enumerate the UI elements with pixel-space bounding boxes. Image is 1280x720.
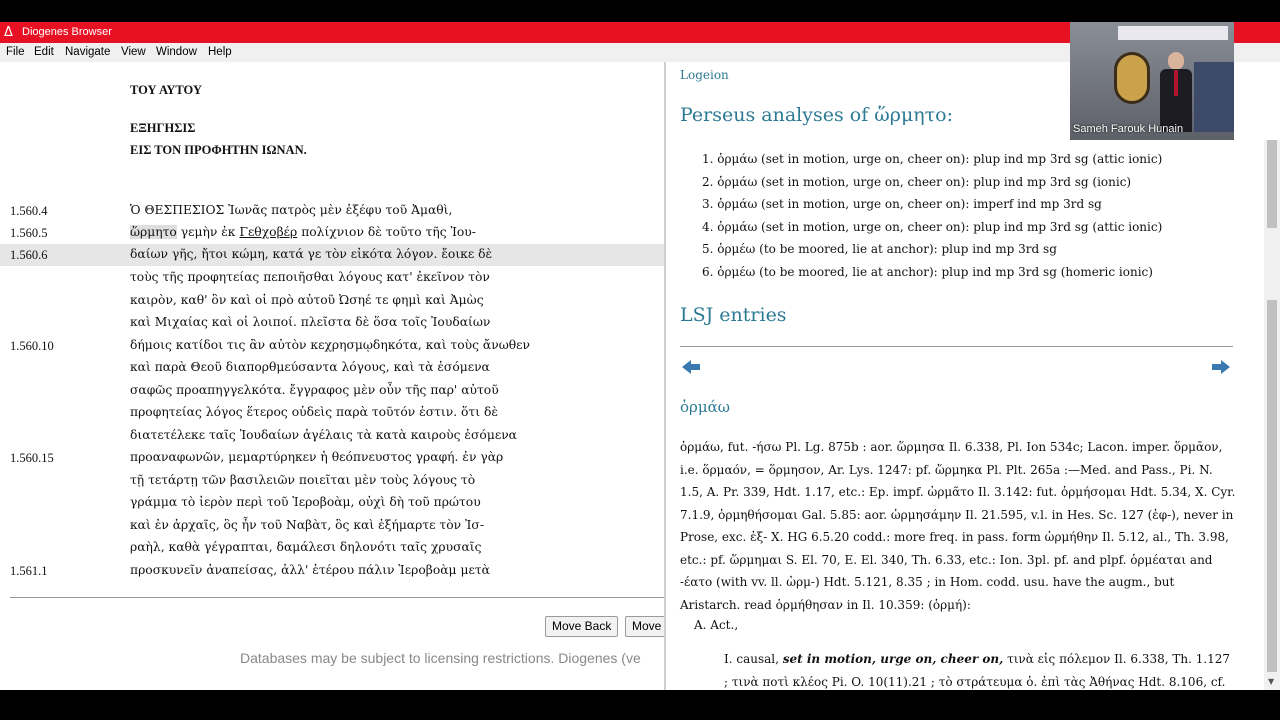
text-line [0, 402, 664, 424]
work-heading: ΕΞΗΓΗΣΙΣ [130, 121, 196, 135]
move-back-button[interactable]: Move Back [545, 616, 618, 637]
window-title: Diogenes Browser [22, 26, 112, 38]
text-line [0, 537, 664, 559]
line-text-mid: γεμὴν ἐκ [176, 225, 240, 239]
analysis-item[interactable]: 3. ὁρμάω (set in motion, urge on, cheer on): imperf ind mp 3rd sg [702, 197, 1102, 211]
line-ref: 1.561.1 [10, 564, 48, 578]
line-ref: 1.560.10 [10, 339, 54, 353]
sense-1-prefix: I. causal, [724, 652, 783, 666]
line-text [130, 225, 476, 239]
line-ref: 1.560.15 [10, 451, 54, 465]
seal-emblem [1114, 52, 1150, 104]
speaker-figure [1160, 52, 1192, 132]
menu-file[interactable]: File [6, 46, 25, 58]
analysis-item[interactable]: 2. ὁρμάω (set in motion, urge on, cheer on): plup ind mp 3rd sg (ionic) [702, 175, 1132, 189]
line-text: προαναφωνῶν, μεμαρτύρηκεν ἡ θεόπνευστος γραφή. ἐν γὰρ [130, 450, 504, 464]
bookshelf [1194, 62, 1234, 132]
text-line [0, 335, 664, 357]
menu-window[interactable]: Window [156, 46, 197, 58]
menu-edit[interactable]: Edit [34, 46, 54, 58]
scroll-down-icon[interactable]: ▼ [1268, 677, 1275, 686]
line-text: προφητείας λόγος ἕτερος οὐδεὶς παρὰ τοῦτόν ἐστιν. ὅτι δὲ [130, 405, 498, 419]
menu-navigate[interactable]: Navigate [65, 46, 111, 58]
menu-help[interactable]: Help [208, 46, 232, 58]
logeion-link[interactable]: Logeion [680, 68, 729, 82]
lexicon-scrollbar[interactable] [1264, 140, 1280, 690]
next-arrow-icon[interactable] [1212, 360, 1230, 374]
speaker-head [1168, 52, 1184, 70]
line-text: δήμοις κατίδοι τις ἂν αὐτὸν κεχρησμῳδηκότα, καὶ τοὺς ἄνωθεν [130, 338, 530, 352]
participant-name: Sameh Farouk Hunain [1073, 123, 1184, 135]
divider-line [10, 597, 664, 598]
text-line [0, 312, 664, 334]
line-text: διατετέλεκε ταῖς Ἰουδαίων ἀγέλαις τὰ κατὰ καιροὺς ἐσόμενα [130, 428, 517, 442]
licence-notice: Databases may be subject to licensing restrictions. Diogenes (ve [240, 650, 641, 666]
sense-1-citations: τινὰ εἰς πόλεμον Il. 6.338, Th. 1.127 ; τινὰ ποτὶ κλέος Pi. O. 10(11).21 ; τὸ στράτευμα ὁ. ἐπὶ τὰς Ἀθήνας Hdt. 8.106, cf. [724, 652, 1231, 689]
scroll-track-section[interactable] [1267, 300, 1277, 672]
previous-arrow-icon[interactable] [682, 360, 700, 374]
sense-1-definition: set in motion, urge on, cheer on, [782, 652, 1004, 666]
lexicon-pane [666, 62, 1280, 690]
scroll-thumb[interactable] [1267, 140, 1277, 228]
text-line [0, 380, 664, 402]
selected-word[interactable]: ὥρμητο [130, 225, 177, 239]
text-line [0, 515, 664, 537]
lemma-heading: ὁρμάω [680, 398, 730, 416]
line-text: ραὴλ, καθὰ γέγραπται, δαμάλεσι δηλονότι ταῖς χρυσαῖς [130, 540, 482, 554]
line-text: προσκυνεῖν ἀναπείσας, ἀλλ' ἑτέρου πάλιν Ἱεροβοὰμ μετὰ [130, 563, 490, 577]
text-line [0, 560, 664, 582]
sense-a: A. Act., [694, 618, 739, 632]
line-text: τοὺς τῆς προφητείας πεποιῆσθαι λόγους κατ' ἐκεῖνον τὸν [130, 270, 490, 284]
text-line [0, 492, 664, 514]
text-line [0, 357, 664, 379]
text-line [0, 425, 664, 447]
line-text-rest: πολίχνιον δὲ τοῦτο τῆς Ἰου- [297, 225, 476, 239]
line-text: καιρὸν, καθ' ὃν καὶ οἱ πρὸ αὐτοῦ Ὠσηέ τε φημὶ καὶ Ἀμὼς [130, 293, 484, 307]
text-pane [0, 62, 664, 690]
menu-view[interactable]: View [121, 46, 146, 58]
perseus-heading: Perseus analyses of ὥρμητο: [680, 104, 954, 126]
webcam-overlay [1070, 22, 1234, 140]
work-subheading: ΕΙΣ ΤΟΝ ΠΡΟΦΗΤΗΝ ΙΩΝΑΝ. [130, 143, 307, 157]
analysis-item[interactable]: 1. ὁρμάω (set in motion, urge on, cheer on): plup ind mp 3rd sg (attic ionic) [702, 152, 1163, 166]
line-text: καὶ Μιχαίας καὶ οἱ λοιποί. πλεῖστα δὲ ὅσα τοῖς Ἰουδαίων [130, 315, 491, 329]
analysis-item[interactable]: 4. ὁρμάω (set in motion, urge on, cheer on): plup ind mp 3rd sg (attic ionic) [702, 220, 1163, 234]
line-ref: 1.560.6 [10, 248, 48, 262]
author-heading: ΤΟΥ ΑΥΤΟΥ [130, 83, 202, 97]
text-line [0, 290, 664, 312]
text-line [0, 267, 664, 289]
video-banner [1118, 26, 1228, 40]
text-line [0, 222, 664, 244]
line-text: καὶ ἐν ἀρχαῖς, ὃς ἦν τοῦ Ναβὰτ, ὃς καὶ ἐξήμαρτε τὸν Ἰσ- [130, 518, 484, 532]
analysis-item[interactable]: 6. ὁρμέω (to be moored, lie at anchor): plup ind mp 3rd sg (homeric ionic) [702, 265, 1153, 279]
line-text: σαφῶς προαπηγγελκότα. ἔγγραφος μὲν οὖν τῆς παρ' αὐτοῦ [130, 383, 499, 397]
text-line [0, 200, 664, 222]
letterbox-bottom [0, 690, 1280, 720]
speaker-tie [1174, 70, 1178, 96]
line-text: καὶ παρὰ Θεοῦ διαπορθμεύσαντα λόγους, καὶ τὰ ἐσόμενα [130, 360, 490, 374]
text-line-highlighted [0, 244, 664, 266]
line-ref: 1.560.5 [10, 226, 48, 240]
lsj-heading: LSJ entries [680, 304, 787, 326]
lsj-entry-text: ὁρμάω, fut. -ήσω Pl. Lg. 875b : aor. ὥρμησα Il. 6.338, Pl. Ion 534c; Lacon. imper. ὅρμᾱον, i.e. ὅρμαόν, = ὅρμησον, Ar. Lys. 1247: pf. ὥρμηκα Pl. Plt. 265a :—Med. and Pass., Pi. N. 1.5, A. Pr. 339, Hdt. 1.17, etc.: Ep. impf. ὡρμᾶτο Il. 3.142: fut. ὁρμήσομαι Hdt. 5.34, X. Cyr. 7.1.9, ὁρμηθήσομαι Gal. 5.85: aor. ὡρμησάμην Il. 21.595, v.l. in Hes. Sc. 127 (ἐφ-), never in Prose, exc. ἐξ- X. HG 6.5.20 codd.: more freq. in pass. form ὡρμήθην Il. 5.12, al., Th. 3.98, etc.: pf. ὥρμημαι S. El. 70, E. El. 340, Th. 6.33, etc.: Ion. 3pl. pf. and plpf. ὁρμέαται and -έατο (with vv. ll. ὡρμ-) Hdt. 5.121, 8.35 ; in Hom. codd. usu. have the augm., but Aristarch. read ὁρμήθησαν in Il. 10.359: (ὁρμή): [680, 440, 1236, 612]
line-text: γράμμα τὸ ἱερὸν περὶ τοῦ Ἱεροβοὰμ, οὐχὶ δὴ τοῦ πρώτου [130, 495, 481, 509]
text-line [0, 470, 664, 492]
section-rule [680, 346, 1233, 347]
analysis-item[interactable]: 5. ὁρμέω (to be moored, lie at anchor): plup ind mp 3rd sg [702, 242, 1057, 256]
place-link[interactable]: Γεθχοβέρ [239, 225, 298, 239]
line-text: Ὁ ΘΕΣΠΕΣΙΟΣ Ἰωνᾶς πατρὸς μὲν ἐξέφυ τοῦ Ἀμαθὶ, [130, 203, 453, 217]
move-forward-button[interactable]: Move [625, 616, 667, 637]
line-text: δαίων γῆς, ἤτοι κώμη, κατά γε τὸν εἰκότα λόγον. ἔοικε δὲ [130, 247, 493, 261]
line-text: τῇ τετάρτῃ τῶν βασιλειῶν ποιεῖται μὲν τοὺς λόγους τὸ [130, 473, 476, 487]
text-line [0, 447, 664, 469]
line-ref: 1.560.4 [10, 204, 48, 218]
diogenes-app-icon: Δ [4, 25, 13, 40]
